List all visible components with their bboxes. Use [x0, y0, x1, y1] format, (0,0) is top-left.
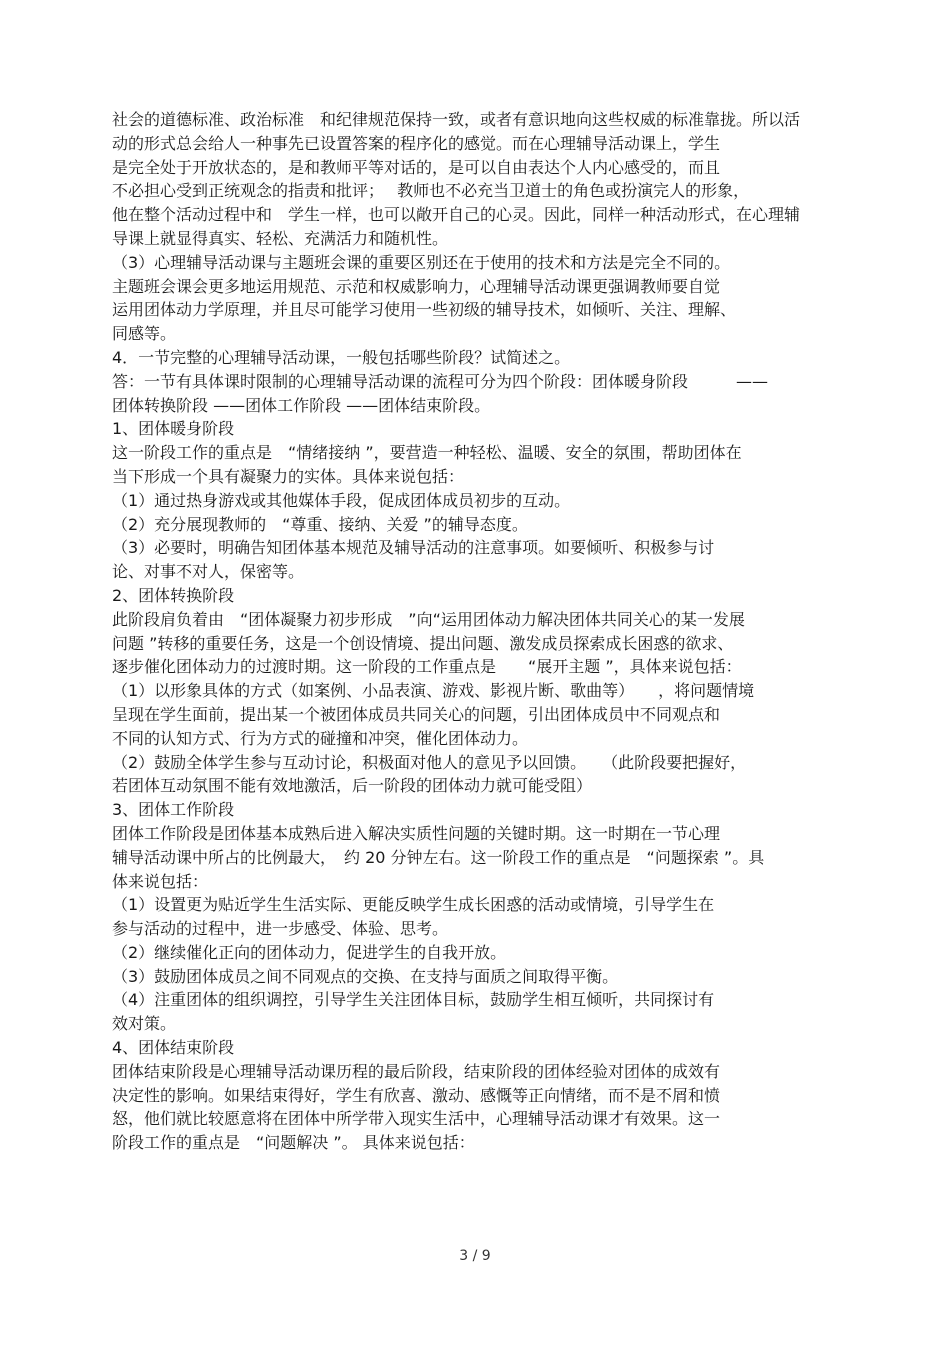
text-line: 团体转换阶段 ——团体工作阶段 ——团体结束阶段。	[112, 395, 491, 415]
text-line: 动的形式总会给人一种事先已设置答案的程序化的感觉。而在心理辅导活动课上，学生	[112, 133, 721, 153]
text-line: 这一阶段工作的重点是 “情绪接纳 ”，要营造一种轻松、温暖、安全的氛围，帮助团体在	[112, 443, 742, 463]
text-line: 是完全处于开放状态的，是和教师平等对话的，是可以自由表达个人内心感受的，而且	[112, 157, 721, 177]
text-line: 同感等。	[112, 324, 177, 344]
text-line: 问题 ”转移的重要任务，这是一个创设情境、提出问题、激发成员探索成长困惑的欲求、	[112, 633, 734, 653]
document-body	[112, 108, 857, 1155]
text-line: 决定性的影响。如果结束得好，学生有欣喜、激动、感慨等正向情绪，而不是不屑和愤	[112, 1085, 721, 1105]
text-line: （3）鼓励团体成员之间不同观点的交换、在支持与面质之间取得平衡。	[112, 966, 619, 986]
text-line: 阶段工作的重点是 “问题解决 ”。 具体来说包括：	[112, 1133, 475, 1153]
text-line: 社会的道德标准、政治标准 和纪律规范保持一致，或者有意识地向这些权威的标准靠拢。所以活	[112, 110, 801, 129]
text-line: 他在整个活动过程中和 学生一样，也可以敞开自己的心灵。因此，同样一种活动形式，在心理辅	[112, 205, 801, 225]
text-line: 体来说包括：	[112, 871, 209, 891]
text-line: 4、团体结束阶段	[112, 1038, 235, 1058]
page-number: 3 / 9	[459, 1248, 491, 1264]
text-line: 效对策。	[112, 1014, 177, 1034]
text-line: （4）注重团体的组织调控，引导学生关注团体目标，鼓励学生相互倾听，共同探讨有	[112, 990, 715, 1010]
text-line: 导课上就显得真实、轻松、充满活力和随机性。	[112, 228, 449, 248]
text-line: 呈现在学生面前，提出某一个被团体成员共同关心的问题，引出团体成员中不同观点和	[112, 704, 721, 724]
text-line: 论、对事不对人，保密等。	[112, 562, 305, 582]
text-line: 不同的认知方式、行为方式的碰撞和冲突，催化团体动力。	[112, 728, 529, 748]
text-line: 团体工作阶段是团体基本成熟后进入解决实质性问题的关键时期。这一时期在一节心理	[112, 823, 721, 843]
text-line: 3、团体工作阶段	[112, 800, 235, 820]
text-line: （1）以形象具体的方式（如案例、小品表演、游戏、影视片断、歌曲等） ，将问题情境	[112, 681, 755, 701]
text-line: （2）鼓励全体学生参与互动讨论，积极面对他人的意见予以回馈。 （此阶段要把握好，	[112, 752, 747, 772]
text-line: 运用团体动力学原理，并且尽可能学习使用一些初级的辅导技术，如倾听、关注、理解、	[112, 300, 737, 320]
text-line: 团体结束阶段是心理辅导活动课历程的最后阶段，结束阶段的团体经验对团体的成效有	[112, 1061, 721, 1081]
text-line: （1）设置更为贴近学生生活实际、更能反映学生成长困惑的活动或情境，引导学生在	[112, 895, 715, 915]
text-line: 当下形成一个具有凝聚力的实体。具体来说包括：	[112, 466, 465, 486]
text-line: 1、团体暖身阶段	[112, 419, 235, 439]
text-line: 此阶段肩负着由 “团体凝聚力初步形成 ”向“运用团体动力解决团体共同关心的某一发展	[112, 609, 745, 629]
text-line: 主题班会课会更多地运用规范、示范和权威影响力，心理辅导活动课更强调教师要自觉	[112, 276, 721, 296]
text-line: 若团体互动氛围不能有效地激活，后一阶段的团体动力就可能受阻）	[112, 776, 593, 796]
text-line: 不必担心受到正统观念的指责和批评； 教师也不必充当卫道士的角色或扮演完人的形象，	[112, 181, 750, 201]
text-line: 怒，他们就比较愿意将在团体中所学带入现实生活中，心理辅导活动课才有效果。这一	[112, 1109, 721, 1129]
text-line: 2、团体转换阶段	[112, 585, 235, 605]
text-line: 辅导活动课中所占的比例最大， 约 20 分钟左右。这一阶段工作的重点是 “问题探索 ”。具	[112, 847, 765, 867]
text-line: （2）继续催化正向的团体动力，促进学生的自我开放。	[112, 942, 507, 962]
text-line: 4．一节完整的心理辅导活动课，一般包括哪些阶段？试简述之。	[112, 347, 571, 367]
text-line: 参与活动的过程中，进一步感受、体验、思考。	[112, 919, 449, 939]
text-line: 逐步催化团体动力的过渡时期。这一阶段的工作重点是 “展开主题 ”，具体来说包括：	[112, 657, 742, 677]
text-line: （3）必要时，明确告知团体基本规范及辅导活动的注意事项。如要倾听、积极参与讨	[112, 538, 715, 558]
text-line: 答：一节有具体课时限制的心理辅导活动课的流程可分为四个阶段：团体暖身阶段 ——	[112, 371, 769, 391]
text-line: （2）充分展现教师的 “尊重、接纳、关爱 ”的辅导态度。	[112, 514, 528, 534]
text-line: （3）心理辅导活动课与主题班会课的重要区别还在于使用的技术和方法是完全不同的。	[112, 252, 731, 272]
text-line: （1）通过热身游戏或其他媒体手段，促成团体成员初步的互动。	[112, 490, 571, 510]
